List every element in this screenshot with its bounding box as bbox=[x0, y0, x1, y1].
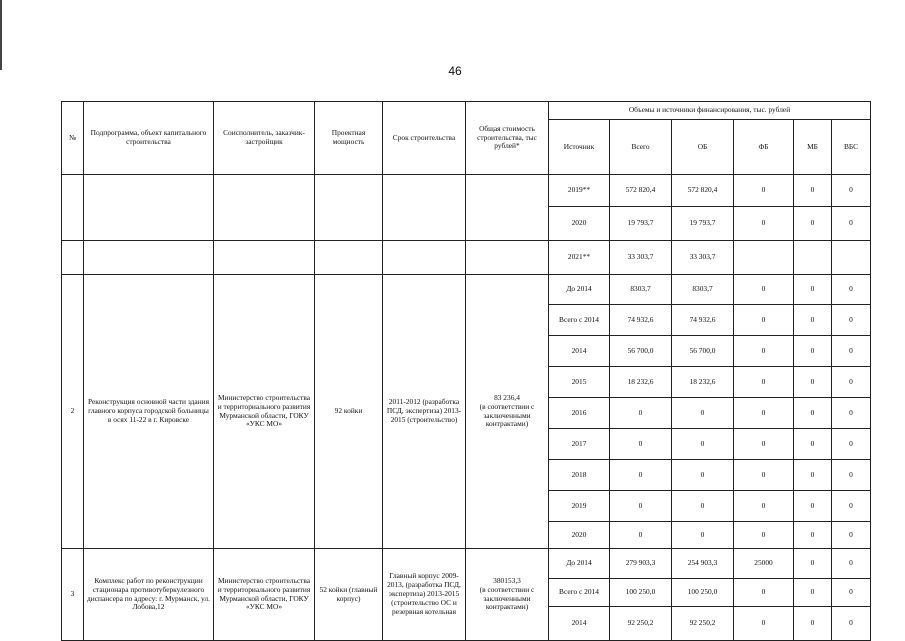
vbs-cell: 0 bbox=[832, 398, 871, 429]
total-cell: 0 bbox=[610, 398, 672, 429]
mb-cell: 0 bbox=[794, 579, 832, 607]
total-cell: 33 303,7 bbox=[610, 241, 672, 275]
vbs-cell: 0 bbox=[832, 579, 871, 607]
vbs-cell bbox=[832, 241, 871, 275]
fb-cell: 0 bbox=[734, 579, 794, 607]
header-total-cost: Общая стоимость строительства, тыс рублей* bbox=[466, 102, 549, 175]
source-cell: Всего с 2014 bbox=[549, 579, 610, 607]
fb-cell bbox=[734, 241, 794, 275]
fb-cell: 25000 bbox=[734, 549, 794, 579]
vbs-cell: 0 bbox=[832, 336, 871, 367]
total-cell: 0 bbox=[610, 429, 672, 460]
mb-cell: 0 bbox=[794, 175, 832, 207]
header-term: Срок строительства bbox=[383, 102, 466, 175]
mb-cell: 0 bbox=[794, 336, 832, 367]
table-row bbox=[62, 175, 871, 207]
header-fb: ФБ bbox=[734, 120, 794, 175]
page-edge-mark bbox=[0, 0, 2, 70]
mb-cell: 0 bbox=[794, 460, 832, 491]
fb-cell: 0 bbox=[734, 367, 794, 398]
mb-cell: 0 bbox=[794, 398, 832, 429]
fb-cell: 0 bbox=[734, 275, 794, 305]
object-name: Реконструкция основной части здания главного корпуса городской больницы в осях 11-22 в г. Кировске bbox=[84, 275, 214, 549]
vbs-cell: 0 bbox=[832, 275, 871, 305]
ob-cell: 56 700,0 bbox=[672, 336, 734, 367]
source-cell: До 2014 bbox=[549, 275, 610, 305]
fb-cell: 0 bbox=[734, 460, 794, 491]
table-row bbox=[62, 275, 871, 305]
header-coexecutor: Соисполнитель, заказчик-застройщик bbox=[214, 102, 315, 175]
total-cell: 19 793,7 bbox=[610, 207, 672, 241]
fb-cell: 0 bbox=[734, 607, 794, 641]
fb-cell: 0 bbox=[734, 175, 794, 207]
ob-cell: 33 303,7 bbox=[672, 241, 734, 275]
vbs-cell: 0 bbox=[832, 491, 871, 522]
empty-cell bbox=[466, 241, 549, 275]
ob-cell: 92 250,2 bbox=[672, 607, 734, 641]
vbs-cell: 0 bbox=[832, 460, 871, 491]
fb-cell: 0 bbox=[734, 491, 794, 522]
source-cell: 2020 bbox=[549, 522, 610, 549]
total-cell: 74 932,6 bbox=[610, 305, 672, 336]
source-cell: Всего с 2014 bbox=[549, 305, 610, 336]
source-cell: 2014 bbox=[549, 607, 610, 641]
fb-cell: 0 bbox=[734, 429, 794, 460]
vbs-cell: 0 bbox=[832, 207, 871, 241]
total-cell: 0 bbox=[610, 460, 672, 491]
ob-cell: 0 bbox=[672, 429, 734, 460]
ob-cell: 74 932,6 bbox=[672, 305, 734, 336]
mb-cell: 0 bbox=[794, 305, 832, 336]
header-ob: ОБ bbox=[672, 120, 734, 175]
empty-cell bbox=[62, 175, 84, 241]
mb-cell: 0 bbox=[794, 491, 832, 522]
mb-cell: 0 bbox=[794, 275, 832, 305]
empty-cell bbox=[214, 241, 315, 275]
ob-cell: 572 820,4 bbox=[672, 175, 734, 207]
empty-cell bbox=[214, 175, 315, 241]
financing-table bbox=[61, 101, 871, 641]
total-cell: 572 820,4 bbox=[610, 175, 672, 207]
page-number: 46 bbox=[448, 64, 462, 78]
source-cell: 2019 bbox=[549, 491, 610, 522]
mb-cell: 0 bbox=[794, 429, 832, 460]
empty-cell bbox=[315, 241, 383, 275]
source-cell: 2016 bbox=[549, 398, 610, 429]
object-number: 3 bbox=[62, 549, 84, 641]
object-total-cost bbox=[466, 275, 549, 549]
total-cell: 100 250,0 bbox=[610, 579, 672, 607]
vbs-cell: 0 bbox=[832, 305, 871, 336]
source-cell: 2018 bbox=[549, 460, 610, 491]
header-total: Всего bbox=[610, 120, 672, 175]
vbs-cell: 0 bbox=[832, 367, 871, 398]
ob-cell: 0 bbox=[672, 491, 734, 522]
vbs-cell: 0 bbox=[832, 429, 871, 460]
vbs-cell: 0 bbox=[832, 549, 871, 579]
fb-cell: 0 bbox=[734, 305, 794, 336]
table-row bbox=[62, 549, 871, 579]
empty-cell bbox=[84, 175, 214, 241]
source-cell: 2014 bbox=[549, 336, 610, 367]
mb-cell: 0 bbox=[794, 607, 832, 641]
object-coexecutor: Министерство строительства и территориального развития Мурманской области, ГОКУ «УКС МО» bbox=[214, 549, 315, 641]
total-cost-note: (в соответствии с заключенными контрактами) bbox=[479, 401, 535, 429]
ob-cell: 254 903,3 bbox=[672, 549, 734, 579]
empty-cell bbox=[84, 241, 214, 275]
ob-cell: 100 250,0 bbox=[672, 579, 734, 607]
total-cost-value: 380153,3 bbox=[493, 575, 521, 585]
header-vbs: ВБС bbox=[832, 120, 871, 175]
fb-cell: 0 bbox=[734, 336, 794, 367]
object-term: 2011-2012 (разработка ПСД, экспертиза) 2013-2015 (строительство) bbox=[383, 275, 466, 549]
source-cell: 2019** bbox=[549, 175, 610, 207]
ob-cell: 8303,7 bbox=[672, 275, 734, 305]
total-cell: 279 903,3 bbox=[610, 549, 672, 579]
source-cell: 2021** bbox=[549, 241, 610, 275]
fb-cell: 0 bbox=[734, 398, 794, 429]
header-capacity: Проектная мощность bbox=[315, 102, 383, 175]
ob-cell: 0 bbox=[672, 398, 734, 429]
total-cell: 8303,7 bbox=[610, 275, 672, 305]
empty-cell bbox=[466, 175, 549, 241]
ob-cell: 19 793,7 bbox=[672, 207, 734, 241]
empty-cell bbox=[62, 241, 84, 275]
mb-cell bbox=[794, 241, 832, 275]
object-term: Главный корпус 2009-2013, (разработка ПСД, экспертиза) 2013-2015 (строительство ОС и резервная котельная bbox=[383, 549, 466, 641]
total-cost-value: 83 236,4 bbox=[494, 392, 520, 402]
table-row bbox=[62, 241, 871, 275]
source-cell: 2017 bbox=[549, 429, 610, 460]
total-cell: 0 bbox=[610, 491, 672, 522]
header-mb: МБ bbox=[794, 120, 832, 175]
vbs-cell: 0 bbox=[832, 607, 871, 641]
ob-cell: 0 bbox=[672, 460, 734, 491]
total-cell: 92 250,2 bbox=[610, 607, 672, 641]
header-financing: Объемы и источники финансирования, тыс. рублей bbox=[549, 102, 871, 120]
object-name: Комплекс работ по реконструкции стационара противотуберкулезного диспансера по адресу: г. Мурманск, ул. Лобова,12 bbox=[84, 549, 214, 641]
header-subprogram: Подпрограмма, объект капитального строительства bbox=[84, 102, 214, 175]
source-cell: До 2014 bbox=[549, 549, 610, 579]
object-capacity: 92 койки bbox=[315, 275, 383, 549]
object-capacity: 52 койки (главный корпус) bbox=[315, 549, 383, 641]
empty-cell bbox=[383, 241, 466, 275]
ob-cell: 18 232,6 bbox=[672, 367, 734, 398]
mb-cell: 0 bbox=[794, 367, 832, 398]
header-number: № bbox=[62, 102, 84, 175]
fb-cell: 0 bbox=[734, 522, 794, 549]
total-cell: 56 700,0 bbox=[610, 336, 672, 367]
total-cost-note: (в соответствии с заключенными контрактами) bbox=[479, 584, 535, 612]
source-cell: 2020 bbox=[549, 207, 610, 241]
mb-cell: 0 bbox=[794, 522, 832, 549]
empty-cell bbox=[315, 175, 383, 241]
object-number: 2 bbox=[62, 275, 84, 549]
header-source: Источник bbox=[549, 120, 610, 175]
total-cell: 18 232,6 bbox=[610, 367, 672, 398]
source-cell: 2015 bbox=[549, 367, 610, 398]
vbs-cell: 0 bbox=[832, 522, 871, 549]
object-total-cost bbox=[466, 549, 549, 641]
fb-cell: 0 bbox=[734, 207, 794, 241]
total-cell: 0 bbox=[610, 522, 672, 549]
mb-cell: 0 bbox=[794, 549, 832, 579]
object-coexecutor: Министерство строительства и территориального развития Мурманской области, ГОКУ «УКС МО» bbox=[214, 275, 315, 549]
empty-cell bbox=[383, 175, 466, 241]
mb-cell: 0 bbox=[794, 207, 832, 241]
vbs-cell: 0 bbox=[832, 175, 871, 207]
ob-cell: 0 bbox=[672, 522, 734, 549]
